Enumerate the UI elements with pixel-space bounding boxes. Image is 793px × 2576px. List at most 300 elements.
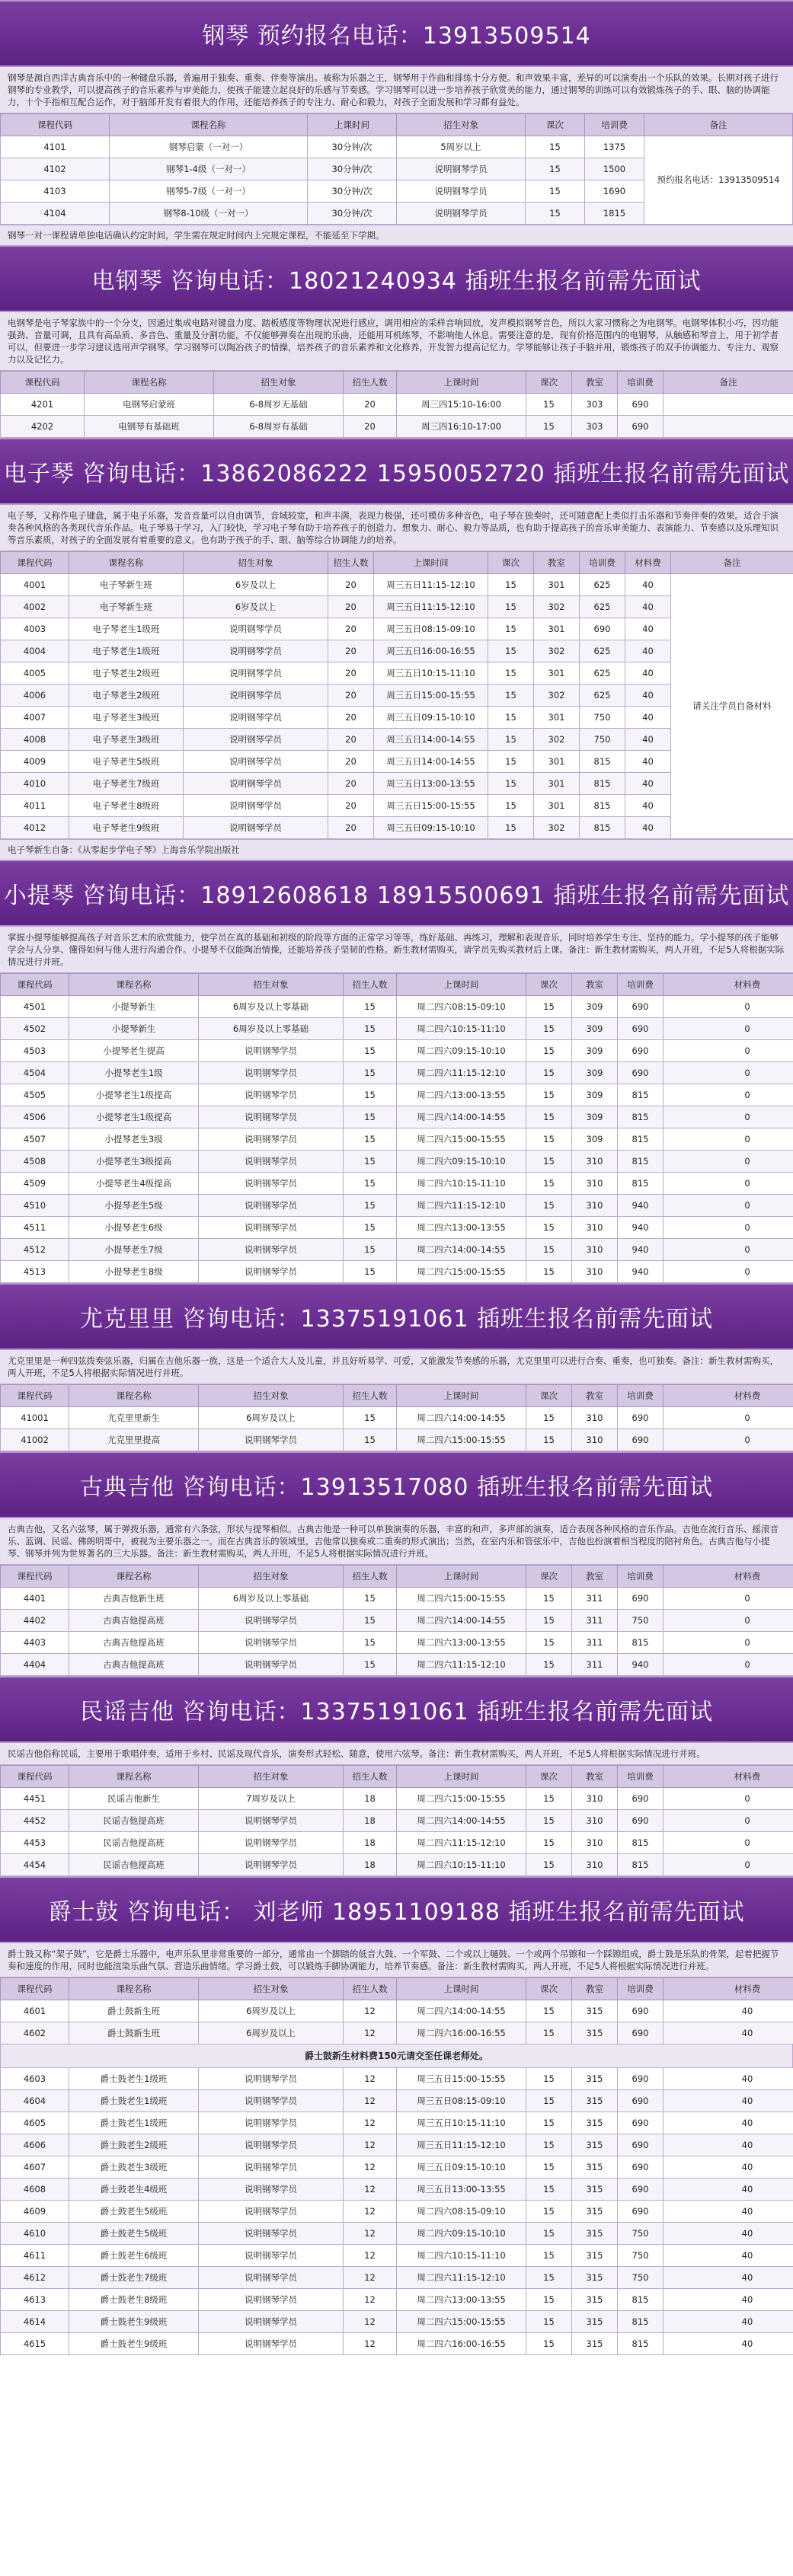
table-cell: 940 <box>618 1239 663 1261</box>
table-row <box>1 2156 793 2179</box>
table-cell: 750 <box>580 729 625 751</box>
table-cell: 民谣吉他提高班 <box>69 1854 199 1876</box>
table-cell: 940 <box>618 1261 663 1283</box>
table-cell: 40 <box>663 2090 793 2112</box>
table-header-row <box>1 552 793 574</box>
table-cell: 690 <box>618 2022 663 2045</box>
column-header: 招生对象 <box>199 1385 344 1407</box>
table-cell: 815 <box>580 795 625 817</box>
table-cell: 说明钢琴学员 <box>199 2245 344 2267</box>
table-row <box>1 394 793 416</box>
course-section <box>0 1876 793 2355</box>
table-cell: 电子琴新生班 <box>69 596 184 618</box>
column-header: 课程名称 <box>85 372 214 394</box>
table-cell: 0 <box>663 1040 793 1062</box>
table-cell: 周二四六11:15-12:10 <box>397 1832 526 1854</box>
table-cell: 20 <box>328 707 374 729</box>
table-cell: 12 <box>344 2156 397 2179</box>
table-cell: 4102 <box>1 158 110 180</box>
column-header: 招生人数 <box>328 552 374 574</box>
course-table <box>0 2067 793 2355</box>
table-cell: 15 <box>526 1195 572 1217</box>
table-cell: 4613 <box>1 2289 69 2311</box>
table-cell: 说明钢琴学员 <box>184 640 328 662</box>
table-cell: 4509 <box>1 1173 69 1195</box>
table-cell: 爵士鼓老生8级班 <box>69 2289 199 2311</box>
course-table <box>0 973 793 1283</box>
table-cell: 说明钢琴学员 <box>199 1128 344 1151</box>
table-cell: 15 <box>344 1632 397 1654</box>
table-cell: 4002 <box>1 596 69 618</box>
column-header: 课程代码 <box>1 1978 69 2000</box>
table-cell: 电子琴老生1级班 <box>69 618 184 640</box>
table-cell: 815 <box>580 817 625 839</box>
table-cell: 电子琴老生9级班 <box>69 817 184 839</box>
table-cell: 40 <box>663 2201 793 2223</box>
table-cell: 电子琴老生3级班 <box>69 707 184 729</box>
section-intro: 尤克里里是一种四弦拨奏弦乐器，归属在吉他乐器一族，这是一个适合大人及儿童，并且好听易学、可爱，又能激发节奏感的乐器，尤克里里可以进行合奏、重奏，也可独奏。备注：新生教材需购买，两人开班，不足5人将根据实际情况进行并班。 <box>0 1350 793 1384</box>
column-header: 上课时间 <box>397 974 526 996</box>
table-cell: 说明钢琴学员 <box>199 1106 344 1128</box>
table-cell: 15 <box>526 2333 572 2355</box>
table-cell: 0 <box>663 1832 793 1854</box>
table-cell: 302 <box>534 640 580 662</box>
table-cell: 爵士鼓老生1级班 <box>69 2068 199 2090</box>
table-row <box>1 2090 793 2112</box>
table-cell: 4511 <box>1 1217 69 1239</box>
table-cell: 0 <box>663 1173 793 1195</box>
table-cell: 301 <box>534 662 580 685</box>
table-cell: 309 <box>572 996 618 1018</box>
table-cell: 15 <box>488 618 534 640</box>
table-cell: 小提琴老生4级提高 <box>69 1173 199 1195</box>
table-cell: 钢琴1-4级（一对一） <box>110 158 308 180</box>
table-cell: 说明钢琴学员 <box>184 618 328 640</box>
table-cell: 0 <box>663 1632 793 1654</box>
column-header: 备注 <box>671 552 793 574</box>
table-row <box>1 1854 793 1876</box>
table-cell: 6周岁及以上零基础 <box>199 1588 344 1610</box>
course-table <box>0 1765 793 1876</box>
table-row <box>1 1788 793 1810</box>
table-cell: 4201 <box>1 394 85 416</box>
table-cell: 4104 <box>1 203 110 225</box>
table-cell: 315 <box>572 2156 618 2179</box>
table-cell: 815 <box>618 1854 663 1876</box>
table-cell: 民谣吉他提高班 <box>69 1832 199 1854</box>
table-cell: 周二四六16:00-16:55 <box>397 2333 526 2355</box>
table-cell: 15 <box>488 685 534 707</box>
table-cell: 309 <box>572 1018 618 1040</box>
table-cell: 7周岁及以上 <box>199 1788 344 1810</box>
table-cell: 周二四六15:00-15:55 <box>397 1261 526 1283</box>
table-cell: 40 <box>663 2134 793 2156</box>
table-cell: 40 <box>625 685 671 707</box>
table-cell: 爵士鼓老生9级班 <box>69 2311 199 2333</box>
table-cell: 310 <box>572 1788 618 1810</box>
table-cell: 15 <box>526 1610 572 1632</box>
table-cell: 小提琴老生7级 <box>69 1239 199 1261</box>
table-cell: 电钢琴有基础班 <box>85 416 214 438</box>
section-banner: 电钢琴 咨询电话：18021240934 插班生报名前需先面试 <box>0 245 793 312</box>
table-cell: 0 <box>663 1018 793 1040</box>
table-cell: 周三五日14:00-14:55 <box>374 729 488 751</box>
table-cell: 爵士鼓老生6级班 <box>69 2245 199 2267</box>
table-cell: 0 <box>663 1106 793 1128</box>
column-header: 招生人数 <box>344 1766 397 1788</box>
table-cell: 15 <box>488 662 534 685</box>
table-cell: 15 <box>526 1429 572 1451</box>
table-cell: 尤克里里提高 <box>69 1429 199 1451</box>
table-cell: 750 <box>618 2267 663 2289</box>
table-cell: 20 <box>344 416 397 438</box>
table-cell: 钢琴启蒙（一对一） <box>110 136 308 158</box>
table-cell: 4008 <box>1 729 69 751</box>
table-header-row <box>1 1978 793 2000</box>
table-cell: 40 <box>625 707 671 729</box>
course-section <box>0 245 793 438</box>
table-cell: 周二四六11:15-12:10 <box>397 1062 526 1084</box>
section-banner: 爵士鼓 咨询电话： 刘老师 18951109188 插班生报名前需先面试 <box>0 1876 793 1943</box>
table-row <box>1 1407 793 1429</box>
table-cell: 爵士鼓老生5级班 <box>69 2223 199 2245</box>
table-cell: 310 <box>572 1854 618 1876</box>
table-cell: 周二四六13:00-13:55 <box>397 2289 526 2311</box>
table-cell: 6周岁及以上零基础 <box>199 996 344 1018</box>
table-cell: 说明钢琴学员 <box>199 2201 344 2223</box>
column-header: 课程名称 <box>69 1385 199 1407</box>
table-cell: 311 <box>572 1610 618 1632</box>
table-cell: 说明钢琴学员 <box>199 1632 344 1654</box>
table-row <box>1 1084 793 1106</box>
table-cell: 690 <box>618 1018 663 1040</box>
column-header: 课程代码 <box>1 974 69 996</box>
table-cell: 周三五日13:00-13:55 <box>397 2179 526 2201</box>
table-cell: 315 <box>572 2333 618 2355</box>
table-cell: 310 <box>572 1810 618 1832</box>
column-header: 招生人数 <box>344 1566 397 1588</box>
table-cell: 30分钟/次 <box>308 203 397 225</box>
table-cell: 302 <box>534 729 580 751</box>
table-cell: 12 <box>344 2201 397 2223</box>
section-banner: 电子琴 咨询电话：13862086222 15950052720 插班生报名前需先面试 <box>0 438 793 505</box>
table-cell: 爵士鼓新生班 <box>69 2000 199 2022</box>
table-cell: 690 <box>618 1810 663 1832</box>
table-cell: 说明钢琴学员 <box>199 2223 344 2245</box>
table-cell: 6周岁及以上 <box>199 2022 344 2045</box>
column-header: 上课时间 <box>374 552 488 574</box>
table-cell: 0 <box>663 1810 793 1832</box>
table-cell: 20 <box>328 685 374 707</box>
table-row <box>1 2201 793 2223</box>
column-header: 课次 <box>526 974 572 996</box>
table-cell: 15 <box>526 394 572 416</box>
table-row <box>1 1654 793 1676</box>
table-cell: 15 <box>526 2112 572 2134</box>
table-cell: 6-8周岁有基础 <box>214 416 344 438</box>
table-cell: 说明钢琴学员 <box>199 2112 344 2134</box>
table-cell: 315 <box>572 2289 618 2311</box>
table-cell: 钢琴5-7级（一对一） <box>110 180 308 203</box>
course-section <box>0 1451 793 1676</box>
table-cell: 12 <box>344 2333 397 2355</box>
table-cell: 爵士鼓老生9级班 <box>69 2333 199 2355</box>
table-cell: 说明钢琴学员 <box>199 1810 344 1832</box>
table-cell: 说明钢琴学员 <box>199 1854 344 1876</box>
section-intro: 电钢琴是电子琴家族中的一个分支，因通过集成电路对键盘力度、踏板感度等物理状况进行感应，调用相应的采样音响回放，发声模拟钢琴音色，所以大家习惯称之为电钢琴。电钢琴体积小巧，因功能强劲、音量可调，且具有高品质、多音色、重量及分割功能，不仅能够弹奏在出现的乐曲，还能用耳机练琴，不影响他人休息。需要注意的是，现有价格范围内的电钢琴，从触感和琴音上，用于初学者可以，但要进一步学习建议选用声学钢琴。学习钢琴可以陶冶孩子的情操，培养孩子的音乐素养和文化修养，开发智力提高记忆力。学琴能够让孩子手脑并用，锻炼孩子的双手协调能力、专注力、观察力以及记忆力。 <box>0 312 793 371</box>
column-header: 课程代码 <box>1 372 85 394</box>
table-cell: 15 <box>344 1654 397 1676</box>
table-cell: 小提琴老生提高 <box>69 1040 199 1062</box>
column-header: 培训费 <box>618 372 663 394</box>
table-cell: 周三五日15:00-15:55 <box>374 795 488 817</box>
table-cell: 1375 <box>584 136 644 158</box>
table-cell: 18 <box>344 1788 397 1810</box>
table-cell: 815 <box>618 2311 663 2333</box>
table-cell: 6周岁及以上 <box>199 1407 344 1429</box>
column-header: 培训费 <box>618 1978 663 2000</box>
column-header: 招生对象 <box>199 1978 344 2000</box>
table-cell: 15 <box>344 1429 397 1451</box>
table-cell: 6岁及以上 <box>184 574 328 596</box>
table-cell: 302 <box>534 596 580 618</box>
table-cell: 4603 <box>1 2068 69 2090</box>
table-cell: 15 <box>526 1239 572 1261</box>
table-cell: 说明钢琴学员 <box>199 2333 344 2355</box>
table-cell: 12 <box>344 2134 397 2156</box>
table-cell <box>663 416 793 438</box>
table-cell: 4009 <box>1 751 69 773</box>
column-header: 招生对象 <box>199 1566 344 1588</box>
column-header: 课次 <box>526 372 572 394</box>
table-cell: 15 <box>526 2289 572 2311</box>
table-cell: 15 <box>526 2245 572 2267</box>
table-row <box>1 2112 793 2134</box>
table-cell: 15 <box>344 1610 397 1632</box>
table-cell: 625 <box>580 574 625 596</box>
table-cell: 15 <box>344 1588 397 1610</box>
table-cell: 爵士鼓老生3级班 <box>69 2156 199 2179</box>
table-cell: 750 <box>618 2223 663 2245</box>
course-section <box>0 860 793 1283</box>
column-header: 教室 <box>572 974 618 996</box>
table-cell: 4101 <box>1 136 110 158</box>
table-cell: 15 <box>344 1106 397 1128</box>
table-cell: 小提琴老生8级 <box>69 1261 199 1283</box>
table-cell: 小提琴新生 <box>69 1018 199 1040</box>
table-cell: 钢琴8-10级（一对一） <box>110 203 308 225</box>
table-cell: 15 <box>526 2068 572 2090</box>
table-cell: 4612 <box>1 2267 69 2289</box>
table-cell: 310 <box>572 1832 618 1854</box>
table-cell: 4454 <box>1 1854 69 1876</box>
column-header: 招生人数 <box>344 974 397 996</box>
column-header: 招生对象 <box>184 552 328 574</box>
table-header-row <box>1 1766 793 1788</box>
table-cell: 303 <box>572 394 618 416</box>
table-cell: 说明钢琴学员 <box>199 1610 344 1632</box>
table-cell: 315 <box>572 2201 618 2223</box>
column-header: 课程名称 <box>69 1566 199 1588</box>
table-cell: 15 <box>344 1195 397 1217</box>
table-row <box>1 2333 793 2355</box>
column-header: 材料费 <box>663 1566 793 1588</box>
table-cell: 爵士鼓老生2级班 <box>69 2134 199 2156</box>
table-cell: 315 <box>572 2179 618 2201</box>
table-cell: 15 <box>525 158 584 180</box>
table-cell: 309 <box>572 1128 618 1151</box>
table-cell: 625 <box>580 596 625 618</box>
column-header: 课程名称 <box>69 552 184 574</box>
table-cell: 40 <box>663 2311 793 2333</box>
column-header: 课程代码 <box>1 1766 69 1788</box>
table-cell: 15 <box>526 2090 572 2112</box>
table-cell: 4610 <box>1 2223 69 2245</box>
section-banner: 钢琴 预约报名电话：13913509514 <box>0 0 793 67</box>
course-section <box>0 1283 793 1451</box>
table-cell: 说明钢琴学员 <box>396 180 525 203</box>
table-cell: 说明钢琴学员 <box>199 2179 344 2201</box>
table-cell: 20 <box>328 574 374 596</box>
table-cell: 周三五日11:15-12:10 <box>397 2134 526 2156</box>
table-cell: 周三五日10:15-11:10 <box>397 2112 526 2134</box>
table-cell: 40 <box>663 2000 793 2022</box>
table-cell: 40 <box>663 2022 793 2045</box>
column-header: 课程代码 <box>1 114 110 136</box>
table-cell: 周二四六14:00-14:55 <box>397 1610 526 1632</box>
table-cell: 电子琴新生班 <box>69 574 184 596</box>
table-cell: 说明钢琴学员 <box>199 1217 344 1239</box>
table-cell: 15 <box>526 1128 572 1151</box>
table-row <box>1 2223 793 2245</box>
table-cell: 690 <box>618 2068 663 2090</box>
table-cell: 15 <box>526 996 572 1018</box>
table-cell: 0 <box>663 1407 793 1429</box>
table-cell: 0 <box>663 1217 793 1239</box>
table-cell: 40 <box>663 2245 793 2267</box>
table-cell: 周二四六15:00-15:55 <box>397 1429 526 1451</box>
column-header: 招生对象 <box>199 974 344 996</box>
table-cell: 15 <box>488 795 534 817</box>
course-section <box>0 1676 793 1876</box>
table-cell: 电子琴老生1级班 <box>69 640 184 662</box>
column-header: 上课时间 <box>397 1566 526 1588</box>
table-cell: 0 <box>663 1239 793 1261</box>
table-cell: 40 <box>625 618 671 640</box>
table-cell: 815 <box>618 2333 663 2355</box>
table-cell: 4401 <box>1 1588 69 1610</box>
table-cell: 说明钢琴学员 <box>199 1832 344 1854</box>
section-banner: 民谣吉他 咨询电话：13375191061 插班生报名前需先面试 <box>0 1676 793 1743</box>
table-cell: 940 <box>618 1217 663 1239</box>
table-cell: 说明钢琴学员 <box>199 2134 344 2156</box>
column-header: 课程代码 <box>1 552 69 574</box>
table-cell: 15 <box>525 136 584 158</box>
column-header: 备注 <box>644 114 792 136</box>
table-cell: 315 <box>572 2223 618 2245</box>
table-cell: 说明钢琴学员 <box>396 158 525 180</box>
table-cell: 815 <box>618 1128 663 1151</box>
table-cell: 690 <box>618 2201 663 2223</box>
table-cell: 15 <box>526 1106 572 1128</box>
table-row <box>1 2000 793 2022</box>
table-cell: 12 <box>344 2311 397 2333</box>
table-cell: 310 <box>572 1195 618 1217</box>
section-footnote: 电子琴新生自备：《从零起步学电子琴》上海音乐学院出版社 <box>0 839 793 860</box>
table-cell: 小提琴老生3级 <box>69 1128 199 1151</box>
table-cell: 4611 <box>1 2245 69 2267</box>
table-cell: 6周岁及以上零基础 <box>199 1018 344 1040</box>
table-cell: 4005 <box>1 662 69 685</box>
table-cell: 12 <box>344 2112 397 2134</box>
section-banner: 小提琴 咨询电话：18912608618 18915500691 插班生报名前需先面试 <box>0 860 793 927</box>
table-row <box>1 2289 793 2311</box>
column-header: 材料费 <box>663 1978 793 2000</box>
table-cell: 爵士鼓老生4级班 <box>69 2179 199 2201</box>
table-cell: 690 <box>618 1788 663 1810</box>
table-row <box>1 1832 793 1854</box>
table-cell: 20 <box>328 729 374 751</box>
table-cell: 15 <box>488 729 534 751</box>
table-row <box>1 1429 793 1451</box>
column-header: 教室 <box>572 1978 618 2000</box>
table-row <box>1 2245 793 2267</box>
table-row <box>1 1040 793 1062</box>
table-cell: 4012 <box>1 817 69 839</box>
table-cell: 301 <box>534 574 580 596</box>
table-cell: 说明钢琴学员 <box>199 1084 344 1106</box>
table-cell: 古典吉他新生班 <box>69 1588 199 1610</box>
table-cell: 12 <box>344 2267 397 2289</box>
table-cell: 4453 <box>1 1832 69 1854</box>
table-cell: 315 <box>572 2245 618 2267</box>
table-cell: 41001 <box>1 1407 69 1429</box>
table-cell: 310 <box>572 1151 618 1173</box>
table-cell: 15 <box>344 996 397 1018</box>
column-header: 上课时间 <box>397 372 526 394</box>
table-row <box>1 2311 793 2333</box>
table-cell: 15 <box>526 1654 572 1676</box>
table-cell: 15 <box>526 1632 572 1654</box>
table-cell: 15 <box>344 1261 397 1283</box>
table-cell: 0 <box>663 1128 793 1151</box>
table-cell: 小提琴老生6级 <box>69 1217 199 1239</box>
section-intro: 钢琴是源自西洋古典音乐中的一种键盘乐器，普遍用于独奏、重奏、伴奏等演出。被称为乐器之王，钢琴用于作曲和排练十分方便。和声效果丰富，差异的可以演奏出一个乐队的效果。长期对孩子进行钢琴的专业教学，可以提高孩子的音乐素养与审美能力，使孩子能建立起良好的乐感与节奏感。学习钢琴可以进一步培养孩子欣赏美的能力，通过钢琴的训练可以有效锻炼孩子的手、眼、脑的协调能力，十个手指相互配合运作，对于脑部开发有着很大的作用，还能培养孩子的专注力、耐心和毅力，对孩子全面发展和学习都有益处。 <box>0 67 793 113</box>
table-cell: 周三五日10:15-11:10 <box>374 662 488 685</box>
column-header: 材料费 <box>663 1766 793 1788</box>
table-cell: 说明钢琴学员 <box>199 2267 344 2289</box>
table-cell: 690 <box>618 1407 663 1429</box>
table-cell: 周三五日08:15-09:10 <box>397 2090 526 2112</box>
table-cell: 815 <box>618 1151 663 1173</box>
table-cell: 周二四六13:00-13:55 <box>397 1632 526 1654</box>
table-cell: 0 <box>663 1588 793 1610</box>
table-cell: 301 <box>534 751 580 773</box>
table-cell: 690 <box>618 1062 663 1084</box>
table-cell: 40 <box>663 2156 793 2179</box>
table-cell: 说明钢琴学员 <box>199 1151 344 1173</box>
table-cell: 4003 <box>1 618 69 640</box>
table-cell: 315 <box>572 2000 618 2022</box>
table-cell: 4402 <box>1 1610 69 1632</box>
table-header-row <box>1 372 793 394</box>
table-cell: 小提琴老生1级提高 <box>69 1084 199 1106</box>
table-cell: 周二四六08:15-09:10 <box>397 2201 526 2223</box>
table-cell: 说明钢琴学员 <box>199 1040 344 1062</box>
table-cell: 15 <box>344 1128 397 1151</box>
table-cell: 40 <box>625 751 671 773</box>
table-cell: 15 <box>488 574 534 596</box>
